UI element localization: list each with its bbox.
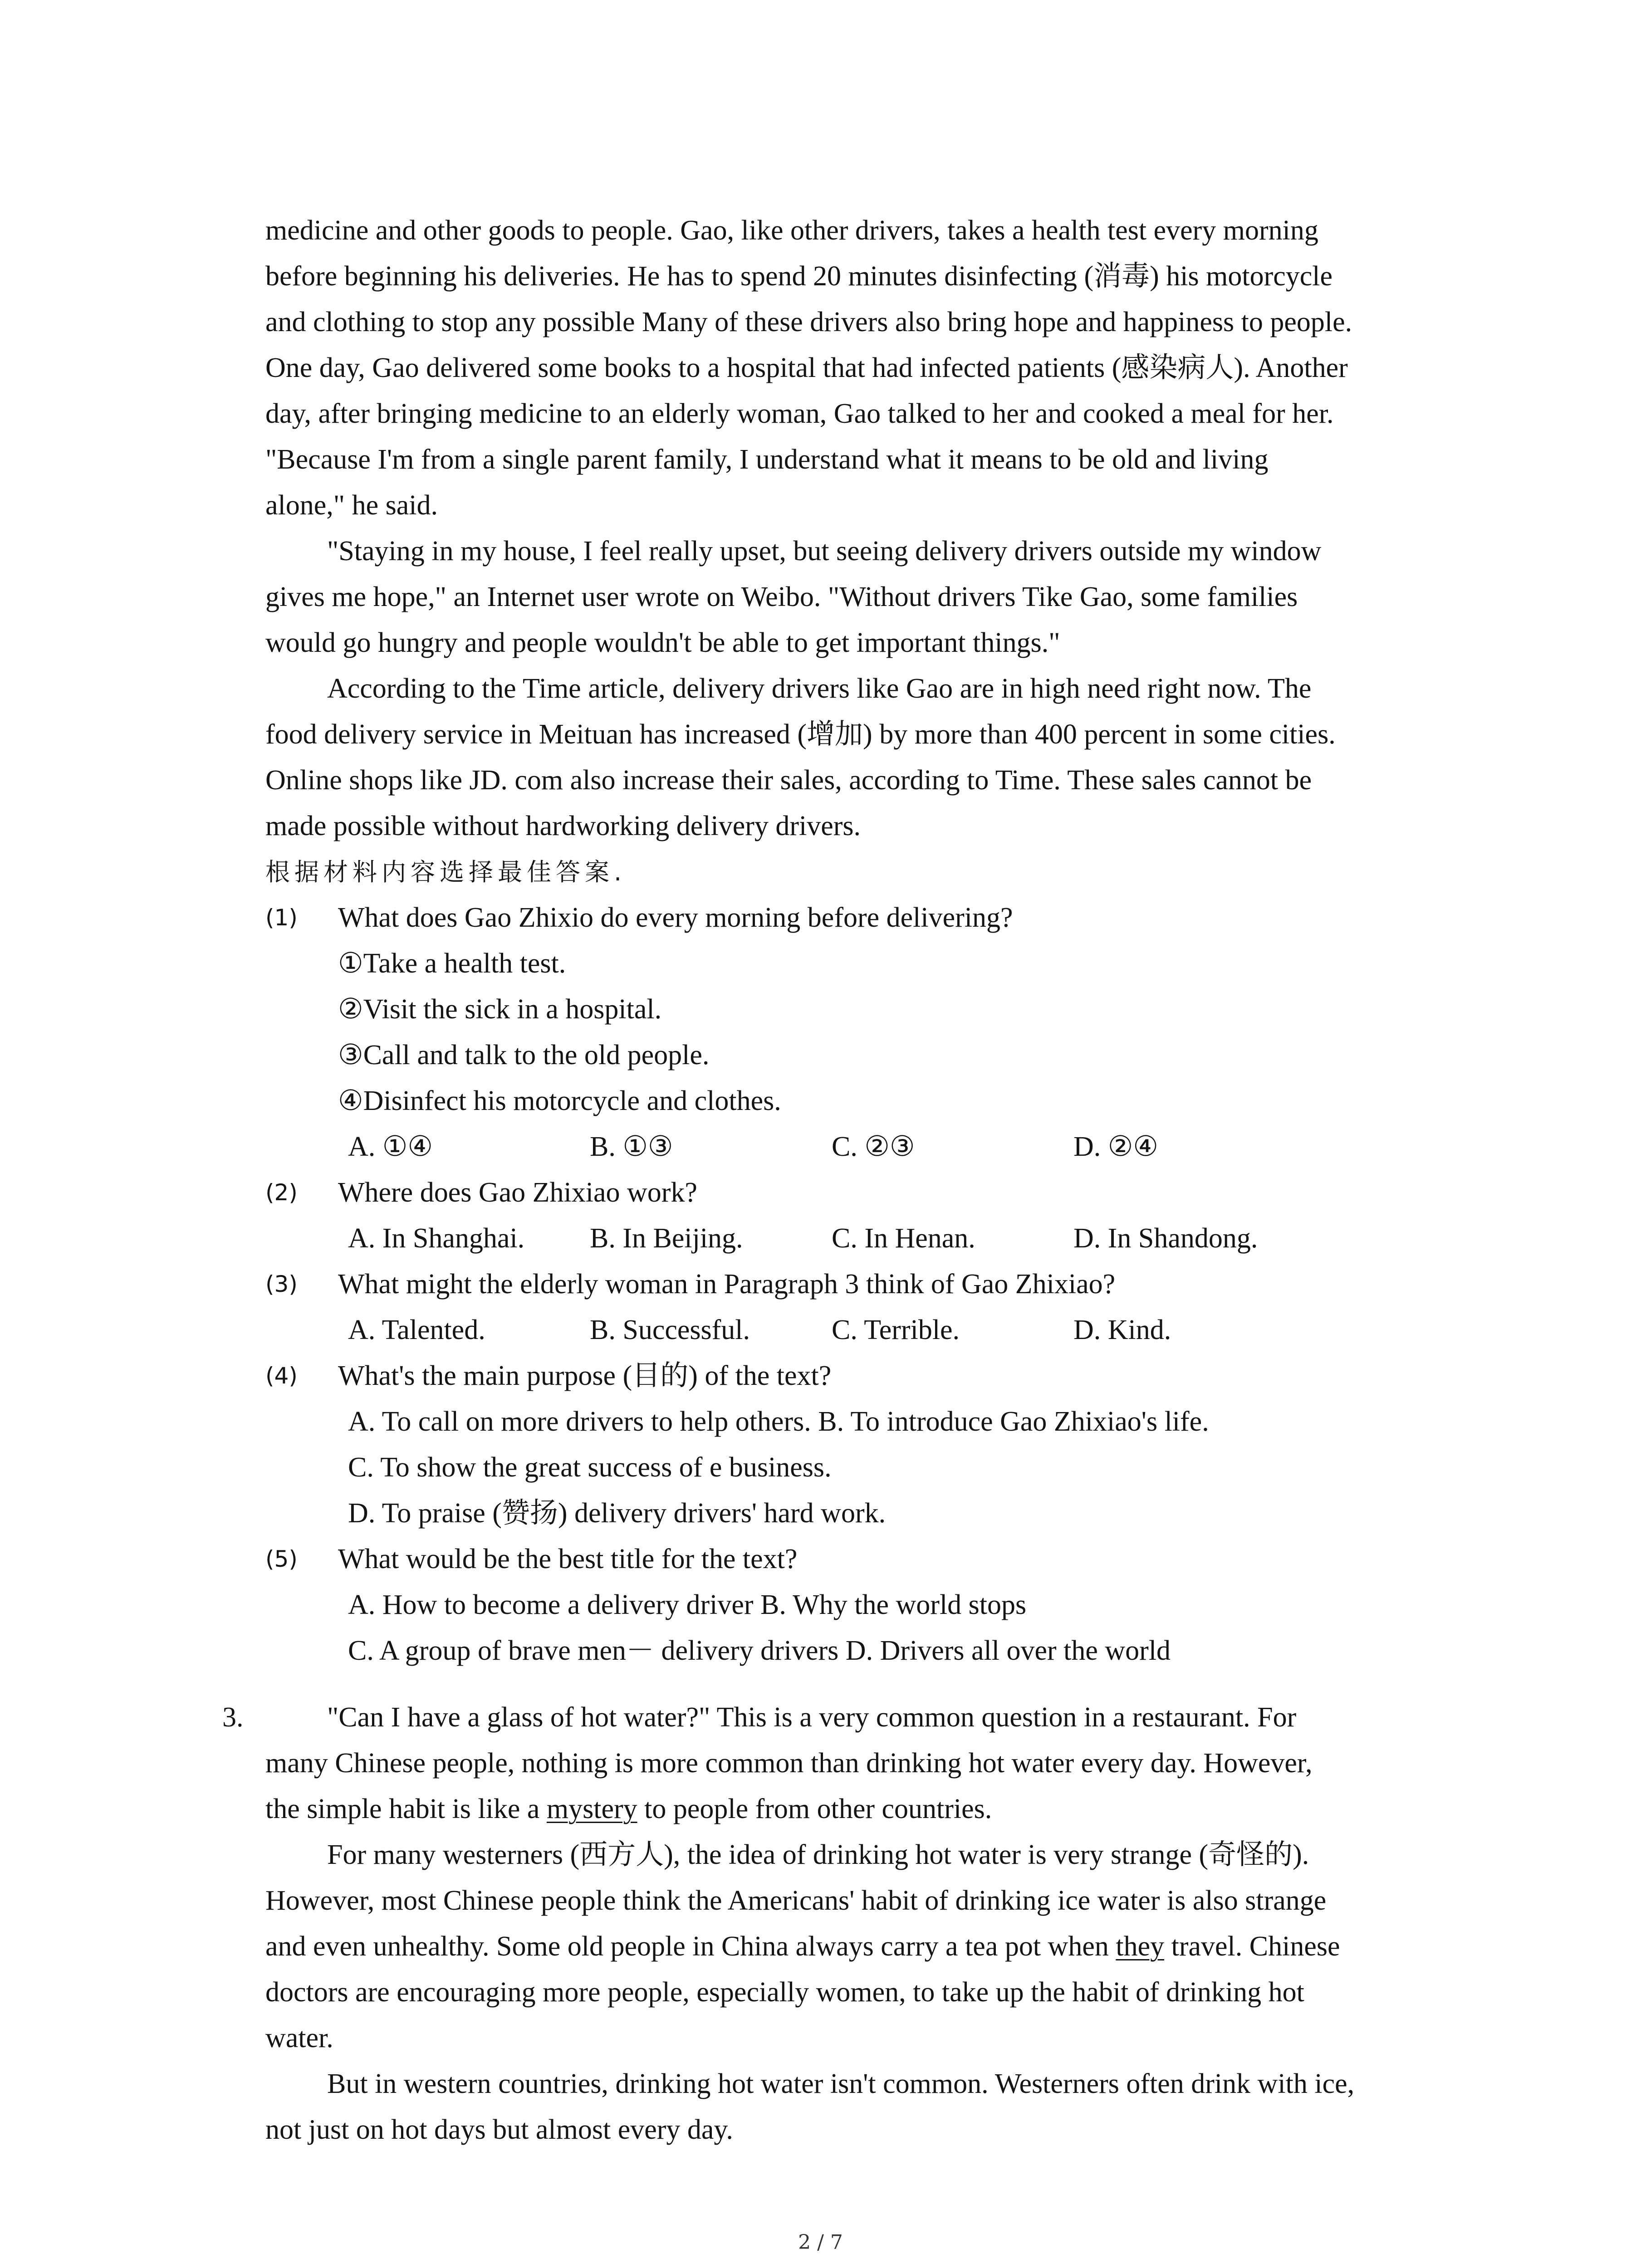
text-line: doctors are encouraging more people, especially women, to take up the habit of drinking hot — [265, 1977, 1304, 2008]
text-line: Online shops like JD. com also increase their sales, according to Time. These sales cannot be — [265, 765, 1312, 796]
instruction-text: 根据材料内容选择最佳答案. — [265, 858, 627, 886]
choice-c[interactable]: C. Terrible. — [832, 1315, 960, 1345]
passage-paragraph-2 — [265, 528, 1454, 666]
section-number: 3. — [222, 1702, 244, 1733]
question-number: (1) — [265, 904, 298, 931]
text-line: One day, Gao delivered some books to a hospital that had infected patients (感染病人). Another — [265, 352, 1348, 383]
question-number: (5) — [265, 1546, 298, 1572]
underlined-word: they — [1116, 1931, 1165, 1962]
page-number: 2 / 7 — [798, 2231, 843, 2254]
statement-item: ②Visit the sick in a hospital. — [338, 994, 662, 1025]
choice-line[interactable]: A. To call on more drivers to help others. B. To introduce Gao Zhixiao's life. — [348, 1406, 1209, 1437]
choice-a[interactable]: A. In Shanghai. — [348, 1223, 525, 1254]
text-line — [265, 1786, 1454, 1832]
question-5 — [265, 1536, 1454, 1674]
section-3-passage — [222, 1695, 1454, 2153]
text-segment: the simple habit is like a — [265, 1794, 547, 1824]
content-area — [222, 208, 1454, 2153]
text-line — [265, 1924, 1454, 1970]
choice-b[interactable]: B. Successful. — [590, 1315, 750, 1345]
text-line: According to the Time article, delivery drivers like Gao are in high need right now. The — [327, 673, 1312, 704]
choice-b[interactable]: B. ①③ — [590, 1131, 673, 1162]
choice-d[interactable]: D. In Shandong. — [1073, 1223, 1258, 1254]
question-3 — [265, 1261, 1454, 1353]
choice-b[interactable]: B. In Beijing. — [590, 1223, 743, 1254]
question-text: What does Gao Zhixio do every morning before delivering? — [338, 902, 1013, 933]
text-line: medicine and other goods to people. Gao, like other drivers, takes a health test every morning — [265, 215, 1318, 246]
underlined-word: mystery — [546, 1794, 637, 1824]
choice-d[interactable]: D. ②④ — [1073, 1131, 1158, 1162]
text-line: made possible without hardworking delivery drivers. — [265, 811, 861, 841]
text-line: For many westerners (西方人), the idea of drinking hot water is very strange (奇怪的). — [327, 1839, 1309, 1870]
text-line: "Because I'm from a single parent family, I understand what it means to be old and living — [265, 444, 1269, 475]
text-line: and clothing to stop any possible Many of these drivers also bring hope and happiness to people. — [265, 307, 1352, 337]
text-line: water. — [265, 2023, 333, 2053]
choice-line[interactable]: C. To show the great success of e business. — [348, 1452, 832, 1483]
text-line: gives me hope," an Internet user wrote on Weibo. "Without drivers Tike Gao, some families — [265, 582, 1298, 612]
text-line: would go hungry and people wouldn't be able to get important things." — [265, 627, 1060, 658]
text-segment: and even unhealthy. Some old people in China always carry a tea pot when — [265, 1931, 1116, 1962]
answer-choices — [338, 1307, 1454, 1353]
question-number: (3) — [265, 1271, 298, 1297]
choice-d[interactable]: D. Kind. — [1073, 1315, 1171, 1345]
answer-choices — [338, 1124, 1454, 1170]
text-line: alone," he said. — [265, 490, 438, 521]
question-number: (4) — [265, 1363, 298, 1389]
text-line: day, after bringing medicine to an elderly woman, Gao talked to her and cooked a meal for her. — [265, 398, 1334, 429]
choice-c[interactable]: C. ②③ — [832, 1131, 915, 1162]
passage-paragraph-3 — [265, 666, 1454, 849]
statement-item: ④Disinfect his motorcycle and clothes. — [338, 1085, 781, 1116]
text-line: However, most Chinese people think the Americans' habit of drinking ice water is also strange — [265, 1885, 1327, 1916]
text-line: food delivery service in Meituan has increased (增加) by more than 400 percent in some cities. — [265, 719, 1336, 750]
text-segment: travel. Chinese — [1164, 1931, 1340, 1962]
question-2 — [265, 1170, 1454, 1261]
choice-line[interactable]: A. How to become a delivery driver B. Why the world stops — [348, 1589, 1027, 1620]
choice-line[interactable]: C. A group of brave men－ delivery drivers D. Drivers all over the world — [348, 1635, 1171, 1666]
question-text: Where does Gao Zhixiao work? — [338, 1177, 697, 1208]
statement-item: ③Call and talk to the old people. — [338, 1040, 710, 1070]
choice-line[interactable]: D. To praise (赞扬) delivery drivers' hard work. — [348, 1498, 886, 1529]
choice-a[interactable]: A. Talented. — [348, 1315, 485, 1345]
passage-paragraph-1 — [265, 208, 1454, 528]
answer-choices — [338, 1216, 1454, 1261]
text-line: before beginning his deliveries. He has to spend 20 minutes disinfecting (消毒) his motorcycle — [265, 261, 1333, 292]
text-line: "Can I have a glass of hot water?" This is a very common question in a restaurant. For — [327, 1702, 1297, 1733]
choice-c[interactable]: C. In Henan. — [832, 1223, 975, 1254]
statement-item: ①Take a health test. — [338, 948, 566, 979]
question-text: What's the main purpose (目的) of the text? — [338, 1360, 832, 1391]
text-line: not just on hot days but almost every day. — [265, 2114, 733, 2145]
text-line: But in western countries, drinking hot water isn't common. Westerners often drink with ice, — [327, 2068, 1355, 2099]
question-4 — [265, 1353, 1454, 1536]
text-line: many Chinese people, nothing is more common than drinking hot water every day. However, — [265, 1748, 1313, 1779]
question-number: (2) — [265, 1179, 298, 1206]
choice-a[interactable]: A. ①④ — [348, 1131, 433, 1162]
text-segment: to people from other countries. — [637, 1794, 992, 1824]
question-text: What might the elderly woman in Paragraph 3 think of Gao Zhixiao? — [338, 1269, 1116, 1300]
text-line: "Staying in my house, I feel really upset, but seeing delivery drivers outside my window — [327, 536, 1322, 567]
question-1 — [265, 895, 1454, 1170]
question-text: What would be the best title for the text? — [338, 1544, 798, 1574]
